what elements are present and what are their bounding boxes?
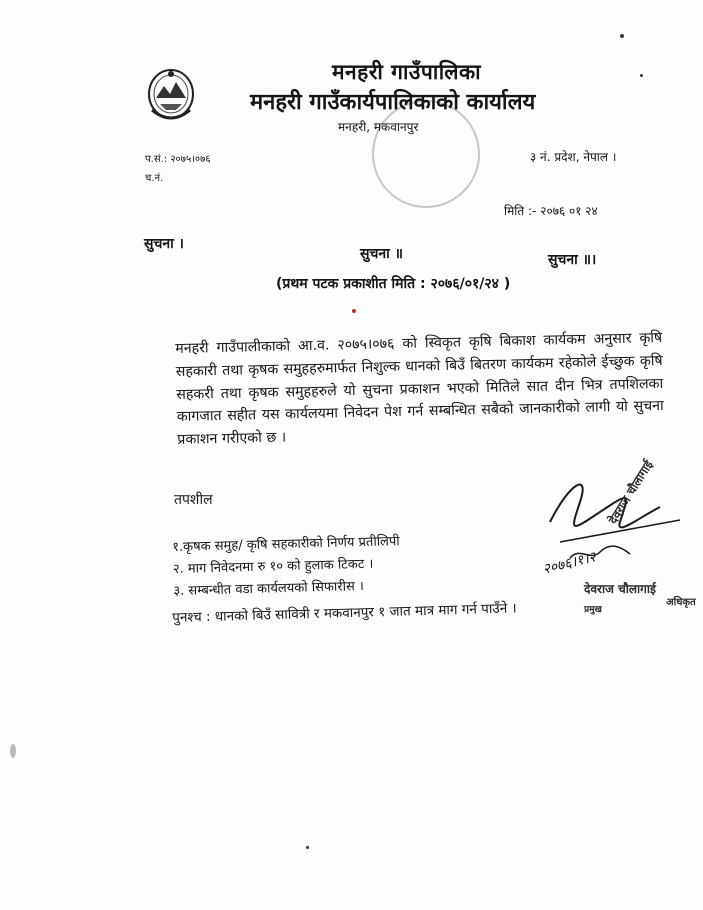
office-name-line1: मनहरी गाउँपालिका	[331, 60, 482, 84]
notice-label-1: सुचना ।	[144, 236, 184, 252]
dispatch-number: च.नं.	[145, 173, 164, 184]
stamp-name: देवराज चौलागाई	[584, 582, 656, 596]
details-list	[172, 531, 401, 603]
list-item: १.कृषक समुह/ कृषि सहकारीको निर्णय प्रतीलिपी	[172, 534, 400, 555]
details-heading: तपशील	[174, 492, 213, 508]
list-item: ३. सम्बन्धीत वडा कार्यलयको सिफारीस ।	[173, 578, 365, 599]
stamp-role: अधिकृत	[666, 597, 696, 608]
office-name-line2: मनहरी गाउँकार्यपालिकाको कार्यालय	[250, 90, 536, 115]
stamp-role-prefix: प्रमुख	[584, 605, 602, 615]
scan-speck	[10, 744, 16, 758]
red-mark	[352, 309, 356, 313]
scan-speck	[620, 34, 624, 38]
scan-speck	[640, 74, 643, 77]
office-address: मनहरी, मकवानपुर	[338, 120, 419, 134]
postscript: पुनश्च : धानको बिउँ सावित्री र मकवानपुर १ जात मात्र माग गर्न पाउँने ।	[172, 600, 517, 626]
office-seal-stamp	[372, 100, 480, 208]
stamp-name-rotated: देवराज चौलागाई	[605, 458, 656, 527]
province-label: ३ नं. प्रदेश, नेपाल ।	[530, 150, 617, 164]
notice-label-3: सुचना ॥।	[548, 252, 597, 268]
scan-speck	[306, 846, 309, 849]
document-date: मिति :- २०७६ ०१ २४	[504, 204, 598, 218]
notice-body: मनहरी गाउँपालीकाको आ.व. २०७५।०७६ को स्विकृत कृषि बिकाश कार्यकम अनुसार कृषि सहकारी तथा कृषक समुहहरुमार्फत निशुल्क धानको बिउँ बितरण कार्यकम रहेकोले ईच्छुक कृषि सहकरी तथा कृषक समुहहरुले यो सुचना प्रकाशन भएको मितिले सात दीन भित्र तपशिलका कागजात सहीत यस कार्यलयमा निवेदन पेश गर्न सम्बन्धित सबैको जानकारीको लागी यो सुचना प्रकाशन गरीएको छ ।	[175, 329, 664, 449]
first-published-date: (प्रथम पटक प्रकाशीत मिति : २०७६/०१/२४ )	[276, 276, 511, 292]
signature-stamp	[584, 458, 703, 615]
list-item: २. माग निवेदनमा रु १० को हुलाक टिकट ।	[172, 556, 374, 577]
ref-number: प.सं.: २०७५।०७६	[145, 154, 211, 165]
notice-label-2: सुचना ॥	[360, 246, 404, 262]
reference-block	[145, 150, 211, 188]
handwritten-date: २०७६।१।२	[541, 549, 598, 578]
